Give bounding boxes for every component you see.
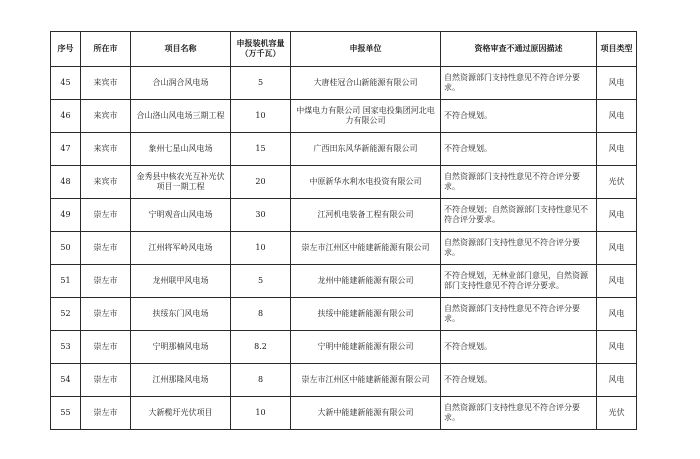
cell-id: 52 xyxy=(51,298,81,331)
cell-city: 来宾市 xyxy=(81,133,131,166)
cell-project-name: 宁明观音山风电场 xyxy=(131,199,231,232)
cell-city: 崇左市 xyxy=(81,232,131,265)
cell-project-name: 大新榄圩光伏项目 xyxy=(131,397,231,430)
cell-capacity: 10 xyxy=(231,100,291,133)
cell-reason: 自然资源部门支持性意见不符合评分要求。 xyxy=(441,298,597,331)
cell-company: 龙州中能建新能源有限公司 xyxy=(291,265,441,298)
cell-type: 风电 xyxy=(597,232,637,265)
table-row xyxy=(51,397,637,430)
cell-type: 风电 xyxy=(597,265,637,298)
cell-capacity: 30 xyxy=(231,199,291,232)
cell-city: 来宾市 xyxy=(81,166,131,199)
cell-reason: 不符合规划。 xyxy=(441,331,597,364)
cell-reason: 不符合规划。 xyxy=(441,100,597,133)
cell-reason: 不符合规划；自然资源部门支持性意见不符合评分要求。 xyxy=(441,199,597,232)
cell-project-name: 金秀县中核农光互补光伏项目一期工程 xyxy=(131,166,231,199)
cell-id: 49 xyxy=(51,199,81,232)
cell-type: 光伏 xyxy=(597,166,637,199)
cell-capacity: 5 xyxy=(231,67,291,100)
cell-city: 崇左市 xyxy=(81,397,131,430)
cell-reason: 自然资源部门支持性意见不符合评分要求。 xyxy=(441,67,597,100)
header-company: 申报单位 xyxy=(291,32,441,67)
header-type: 项目类型 xyxy=(597,32,637,67)
table-body xyxy=(51,67,637,430)
cell-id: 55 xyxy=(51,397,81,430)
table-row xyxy=(51,265,637,298)
cell-type: 风电 xyxy=(597,298,637,331)
cell-project-name: 宁明那楠风电场 xyxy=(131,331,231,364)
cell-project-name: 江州那隆风电场 xyxy=(131,364,231,397)
cell-id: 54 xyxy=(51,364,81,397)
table-row xyxy=(51,199,637,232)
cell-company: 崇左市江州区中能建新能源有限公司 xyxy=(291,364,441,397)
table-row xyxy=(51,364,637,397)
cell-id: 46 xyxy=(51,100,81,133)
cell-id: 45 xyxy=(51,67,81,100)
cell-company: 中煤电力有限公司 国家电投集团河北电力有限公司 xyxy=(291,100,441,133)
cell-company: 大唐桂冠合山新能源有限公司 xyxy=(291,67,441,100)
cell-capacity: 10 xyxy=(231,397,291,430)
cell-city: 崇左市 xyxy=(81,331,131,364)
cell-type: 风电 xyxy=(597,364,637,397)
cell-reason: 自然资源部门支持性意见不符合评分要求。 xyxy=(441,232,597,265)
cell-reason: 自然资源部门支持性意见不符合评分要求。 xyxy=(441,397,597,430)
cell-id: 50 xyxy=(51,232,81,265)
cell-project-name: 龙州联甲风电场 xyxy=(131,265,231,298)
cell-capacity: 10 xyxy=(231,232,291,265)
cell-city: 来宾市 xyxy=(81,67,131,100)
cell-project-name: 合山洛山风电场三期工程 xyxy=(131,100,231,133)
cell-company: 宁明中能建新能源有限公司 xyxy=(291,331,441,364)
cell-capacity: 15 xyxy=(231,133,291,166)
cell-type: 风电 xyxy=(597,67,637,100)
cell-type: 风电 xyxy=(597,331,637,364)
cell-capacity: 8.2 xyxy=(231,331,291,364)
cell-type: 风电 xyxy=(597,100,637,133)
header-capacity: 申报装机容量（万千瓦） xyxy=(231,32,291,67)
header-row xyxy=(51,32,637,67)
cell-reason: 自然资源部门支持性意见不符合评分要求。 xyxy=(441,166,597,199)
cell-city: 来宾市 xyxy=(81,100,131,133)
project-table xyxy=(50,31,637,430)
cell-reason: 不符合规划。 xyxy=(441,364,597,397)
cell-city: 崇左市 xyxy=(81,265,131,298)
cell-company: 崇左市江州区中能建新能源有限公司 xyxy=(291,232,441,265)
table-row xyxy=(51,232,637,265)
cell-company: 广西田东风华新能源有限公司 xyxy=(291,133,441,166)
cell-reason: 不符合规划。 xyxy=(441,133,597,166)
table-row xyxy=(51,166,637,199)
header-id: 序号 xyxy=(51,32,81,67)
cell-project-name: 江州将军岭风电场 xyxy=(131,232,231,265)
header-city: 所在市 xyxy=(81,32,131,67)
cell-project-name: 扶绥东门风电场 xyxy=(131,298,231,331)
header-reason: 资格审查不通过原因描述 xyxy=(441,32,597,67)
cell-company: 扶绥中能建新能源有限公司 xyxy=(291,298,441,331)
cell-project-name: 象州七星山风电场 xyxy=(131,133,231,166)
cell-id: 51 xyxy=(51,265,81,298)
header-name: 项目名称 xyxy=(131,32,231,67)
cell-type: 风电 xyxy=(597,133,637,166)
cell-type: 光伏 xyxy=(597,397,637,430)
cell-id: 48 xyxy=(51,166,81,199)
cell-city: 崇左市 xyxy=(81,364,131,397)
table-row xyxy=(51,298,637,331)
table-header xyxy=(51,32,637,67)
cell-project-name: 合山润合风电场 xyxy=(131,67,231,100)
cell-company: 中原新华水利水电投资有限公司 xyxy=(291,166,441,199)
table-row xyxy=(51,67,637,100)
cell-city: 崇左市 xyxy=(81,199,131,232)
cell-reason: 不符合规划，无林业部门意见，自然资源部门支持性意见不符合评分要求。 xyxy=(441,265,597,298)
cell-id: 47 xyxy=(51,133,81,166)
cell-capacity: 5 xyxy=(231,265,291,298)
cell-capacity: 20 xyxy=(231,166,291,199)
table-row xyxy=(51,331,637,364)
cell-city: 崇左市 xyxy=(81,298,131,331)
cell-company: 江河机电装备工程有限公司 xyxy=(291,199,441,232)
table-row xyxy=(51,133,637,166)
table-row xyxy=(51,100,637,133)
cell-capacity: 8 xyxy=(231,364,291,397)
cell-capacity: 8 xyxy=(231,298,291,331)
cell-type: 风电 xyxy=(597,199,637,232)
cell-company: 大新中能建新能源有限公司 xyxy=(291,397,441,430)
cell-id: 53 xyxy=(51,331,81,364)
